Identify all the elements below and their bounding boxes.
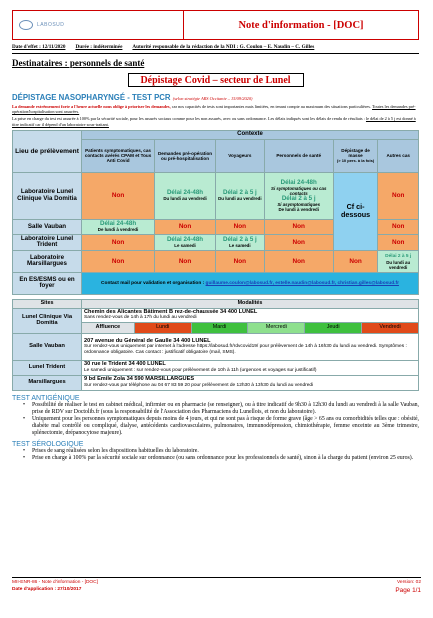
col-voyageurs: Voyageurs [215,139,264,172]
cell-non: Non [215,219,264,234]
list-item: • Uniquement pour les personnes symptomatiques depuis moins de 4 jours, et qui ne sont pas à risque de forme grave (âge > 65 ans ou comorbidités telles que : obésité, diabète mal contrôlé ou compliqué, dialyse, antécédents cardiovasculaires, pulmonaires, immunodépression, chimiothérapie, femme enceinte au 3ème trimestre, splénectomie, drépanocytose majeure). [32,416,419,437]
logo [13,11,183,39]
footer-row [12,580,421,585]
cell-non: Non [264,219,333,234]
banner-title: Dépistage Covid – secteur de Lunel [128,73,304,87]
header-lieu: Lieu de prélèvement [13,130,82,172]
table-row [13,172,419,219]
col-personnels: Personnels de santé [264,139,333,172]
delay-days: Du lundi au vendredi [163,196,207,202]
site-trident: Lunel Trident [13,360,82,375]
cell-delai [215,234,264,250]
col-autres: Autres cas [378,139,419,172]
footer-reference: MII-ENR-86 - Note d'information - [DOC] [12,580,98,585]
footer-version: Version: 02 [396,580,421,585]
delay-days: Le samedi [229,242,251,248]
footer-row [12,587,421,594]
context-table [12,130,419,295]
day-mardi: Mardi [191,322,248,333]
site-esms: En ES/ESMS ou en foyer [13,272,82,294]
day-lundi: Lundi [134,322,191,333]
header-contexte: Contexte [82,130,419,139]
list-item: • Prise en charge à 100% par la sécurité sociale sur ordonnance (ou sans ordonnance pour les professionnels de santé), sinon à la charge du patient (environ 25 euros). [32,455,419,462]
cell-non: Non [82,250,155,272]
cell-non: Non [378,234,419,250]
cell-delai [155,172,216,219]
site-hours: Sur rendez-vous par téléphone au 04 67 83 59 20 pour prélèvement de 12h30 à 13h30 du lundi au vendredi [84,382,314,388]
col-symptomatiques: Patients symptomatiques, cas contacts avérés CPAM et Tous Anti Covid [82,139,155,172]
cell-non: Non [264,250,333,272]
antigenique-list [32,402,419,437]
col-depistage-masse [333,139,378,172]
paragraph-priority [12,104,419,114]
paragraph-coverage [12,116,419,126]
site-vauban: Salle Vauban [13,219,82,234]
document-footer [12,577,421,594]
cell-delai [82,219,155,234]
header-modalites: Modalités [82,299,419,308]
delay-days: Du lundi au vendredi [218,196,262,202]
delay-label: Délai 24-48h [99,220,137,228]
delay-label: Délai 24-48h [166,235,204,243]
table-row [13,333,419,360]
pcr-subtitle: (selon stratégie ARS Occitanie – 15/09/2020) [172,96,253,101]
coverage-text: La prise en charge du test est assurée à 100% par la sécurité sociale, pour les assurés sociaux comme pour les non assurés, avec ou sans ordonnance. Les délais indiqués sont les délais de rendu de résultats : [12,116,366,122]
delay-days: De lundi à vendredi [97,227,139,233]
delay-days: Du lundi au vendredi [386,259,411,270]
document-title: Note d'information - [DOC] [183,11,418,39]
serologique-list [32,448,419,462]
section-title-antigenique: TEST ANTIGÉNIQUE [12,394,80,402]
col-preoperation: Demandes pré-opération ou pré-hospitalisation [155,139,216,172]
day-mercredi: Mercredi [248,322,305,333]
section-title-serologique: TEST SÉROLOGIQUE [12,440,84,448]
delay-label: Délai 2 à 5 j [281,194,316,202]
delay-label: Délai 2 à 5 j [222,235,257,243]
site-details [82,360,419,375]
delay-condition: Si symptomatiques ou cas contacts [271,185,327,196]
cell-non: Non [378,172,419,219]
day-jeudi: Jeudi [305,322,362,333]
site-details [82,333,419,360]
cell-non: Non [264,234,333,250]
cell-non: Non [155,219,216,234]
delay-label: Délai 2 à 5 j [385,253,412,259]
recipients: Destinataires : personnels de santé [12,58,145,68]
section-title-pcr [12,93,419,102]
table-row [13,360,419,375]
cell-non: Non [82,234,155,250]
site-marsillargues: Laboratoire Marsillargues [13,250,82,272]
table-row [13,272,419,294]
contact-cell [82,272,419,294]
delay-days: De lundi à vendredi [278,206,319,212]
cell-non: Non [333,250,378,272]
contact-emails[interactable]: guillaume.coulon@labosud.fr, estelle.naudin@labosud.fr, christian.gilles@labosud.fr [205,280,399,286]
logo-icon [19,20,33,30]
meta-line [12,44,419,50]
pcr-title-text: DÉPISTAGE NASOPHARYNGÉ - TEST PCR [12,93,171,102]
site-details [82,308,419,322]
site-address: 207 avenue du Général de Gaulle 34 400 LUNEL [84,337,211,344]
site-clinique: Lunel Clinique Via Domitia [13,308,82,333]
col-masse-note: (> 10 pers. à la fois) [336,158,375,164]
header-sites: Sites [13,299,82,308]
footer-page: Page 1/1 [395,587,421,594]
cell-cf-dessous: Cf ci-dessous [333,172,378,250]
duration: Durée : indéterminée [75,44,123,50]
cell-personnels [264,172,333,219]
delay-label: Délai 24-48h [280,178,317,186]
table-row [13,375,419,390]
site-clinique: Laboratoire Lunel Clinique Via Domitia [13,172,82,219]
cell-non: Non [378,219,419,234]
cell-non: Non [82,172,155,219]
document-header [12,10,419,40]
table-row [13,308,419,322]
cell-delai [155,234,216,250]
contact-label: Contact mail pour validation et organisation : [101,280,206,286]
list-item: • Prises de sang réalisées selon les dispositions habituelles du laboratoire. [32,448,419,455]
effective-date: Date d'effet : 12/11/2020 [12,44,66,50]
day-vendredi: Vendredi [362,322,419,333]
list-item: • Possibilité de réaliser le test en cabinet médical, infirmier ou en pharmacie (se renseigner), ou à titre indicatif de 9h30 à 12h30 du lundi au vendredi à la salle Vauban, prise de RDV sur Doctolib.fr (sous la responsabilité de l'Association des Pharmaciens du Lunellois, et non du laboratoire). [32,402,419,416]
delay-condition: Si asymptomatiques [277,201,321,207]
priority-text: car nos capacités de tests sont importantes mais limitées, en tenant compte au maximum des situations particulières. [170,104,373,109]
cell-delai [378,250,419,272]
col-masse-label: Dépistage de masse [341,147,370,159]
site-hours: Le samedi uniquement : sur rendez-vous pour prélèvement de 10h à 11h (urgences et voyages sur justificatif) [84,367,317,373]
site-hours: Sans rendez-vous de 14h à 17h du lundi au vendredi [84,315,197,321]
table-row [13,250,419,272]
delay-label: Délai 24-48h [166,189,204,197]
divider [12,53,419,54]
authors: Autorité responsable de la rédaction de la NDI : G. Coulon – E. Naudin – C. Gilles [132,44,315,50]
site-address: Chemin des Alicantes Bâtiment B rez-de-chaussée 34 400 LUNEL [84,308,258,315]
site-marsillargues: Marsillargues [13,375,82,390]
site-hours: Sur rendez-vous uniquement par internet à l'adresse https://labosud.fr/rdvcovid19/ pour prélèvement de 14h à 16h30 du lundi au vendredi. Symptômes : ordonnance obligatoire. Cas contact : justificatif obligatoire (mail, SMS). [84,344,407,355]
delay-label: Délai 2 à 5 j [222,189,257,197]
logo-text: LABOSUD [37,22,65,28]
cell-non: Non [215,250,264,272]
cell-delai [215,172,264,219]
priority-warning: La demande extrêmement forte a l'heure actuelle nous oblige à prioriser les demandes, [12,104,171,109]
site-address: 9 bd Emile Zola 34 590 MARSILLARGUES [84,376,195,383]
site-trident: Laboratoire Lunel Trident [13,234,82,250]
affluence-label: Affluence [82,322,135,333]
footer-date: Date d'application : 27/10/2017 [12,587,82,592]
coverage-note: le délai de 2 à 5 j est donné à titre indicatif car il dépend d'un laboratoire sous-traitant. [12,116,416,127]
site-vauban: Salle Vauban [13,333,82,360]
priority-note: Toutes les demandes pré-opération/hospitalisation sont assurées. [12,104,416,115]
site-address: 30 rue le Trident 34 400 LUNEL [84,361,166,368]
modalities-table [12,299,419,391]
site-details [82,375,419,390]
delay-days: Le samedi [174,242,196,248]
cell-non: Non [155,250,216,272]
